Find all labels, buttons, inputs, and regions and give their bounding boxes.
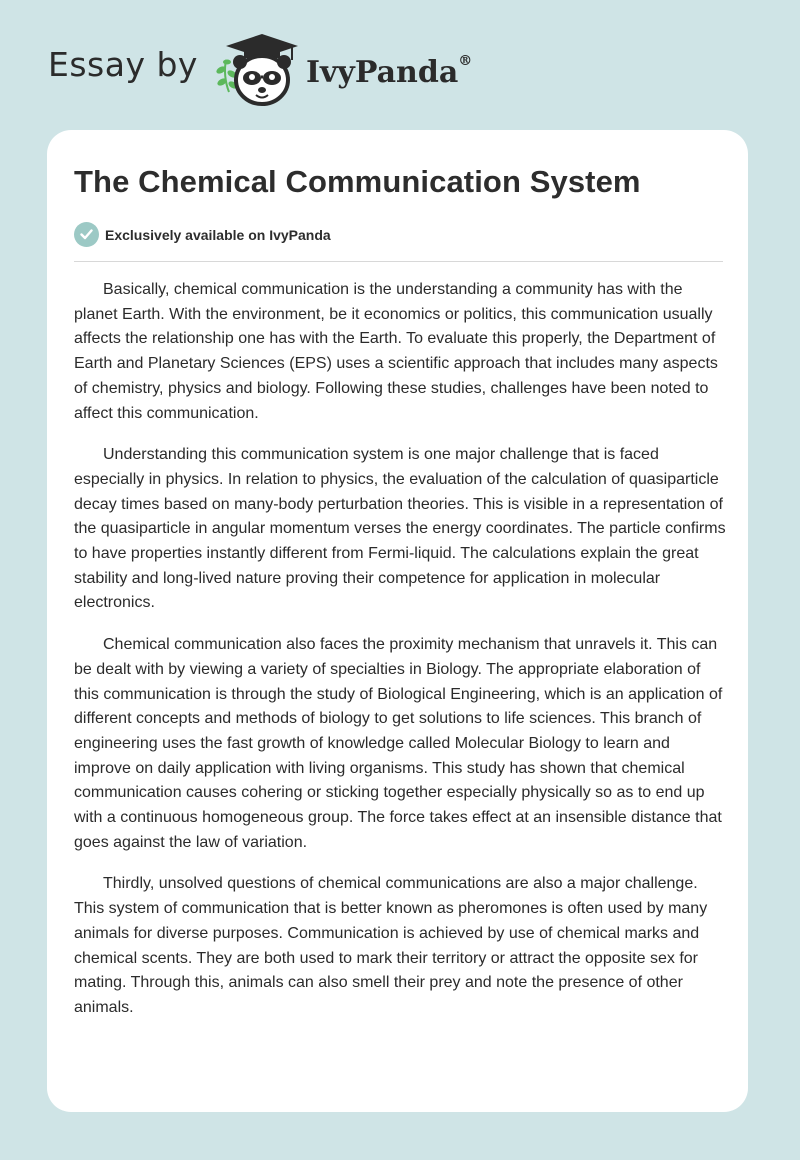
essay-card <box>47 130 748 1112</box>
badge-text: Exclusively available on IvyPanda <box>105 226 331 243</box>
exclusive-badge <box>74 222 331 247</box>
brand-name[interactable] <box>305 52 473 90</box>
essay-body <box>74 278 726 1038</box>
paragraph: Chemical communication also faces the proximity mechanism that unravels it. This can be dealt with by viewing a variety of specialties in Biology. The appropriate elaboration of this communication is through the study of Biological Engineering, which is an application of different concepts and methods of biology to get solutions to life sciences. This branch of engineering uses the fast growth of knowledge called Molecular Biology to learn and improve on daily application with living organisms. This study has shown that chemical communication causes cohering or sticking together especially physically so as to end up with a continuous homogeneous group. The force takes effect at an insensible distance that goes against the law of variation. <box>74 636 723 851</box>
paragraph: Basically, chemical communication is the understanding a community has with the planet Earth. With the environment, be it economics or politics, this communication usually affects the relationship one has with the Earth. To evaluate this properly, the Department of Earth and Planetary Sciences (EPS) uses a scientific approach that includes many aspects of chemistry, physics and biology. Following these studies, challenges have been noted to affect this communication. <box>74 281 718 422</box>
registered-mark: ® <box>458 52 473 69</box>
paragraph: Thirdly, unsolved questions of chemical communications are also a major challenge. This system of communication that is better known as pheromones is often used by many animals for diverse purposes. Communication is achieved by use of chemical marks and chemical scents. They are both used to mark their territory or attract the opposite sex for mating. Through this, animals can also smell their prey and note the presence of other animals. <box>74 875 708 1016</box>
divider <box>74 261 723 262</box>
page-title: The Chemical Communication System <box>74 164 641 199</box>
panda-graduate-icon[interactable] <box>212 30 302 110</box>
check-icon <box>74 222 99 247</box>
essay-by-label: Essay by <box>48 44 198 84</box>
brand-label: IvyPanda <box>305 54 459 90</box>
paragraph: Understanding this communication system is one major challenge that is faced especially in physics. In relation to physics, the evaluation of the calculation of quasiparticle decay times based on many-body perturbation theories. This is visible in a representation of the quasiparticle in angular momentum verses the energy coordinates. The particle confirms to have properties instantly different from Fermi-liquid. The calculations explain the great stability and long-lived nature proving their competence for application in molecular electronics. <box>74 446 726 612</box>
site-header <box>48 30 472 110</box>
